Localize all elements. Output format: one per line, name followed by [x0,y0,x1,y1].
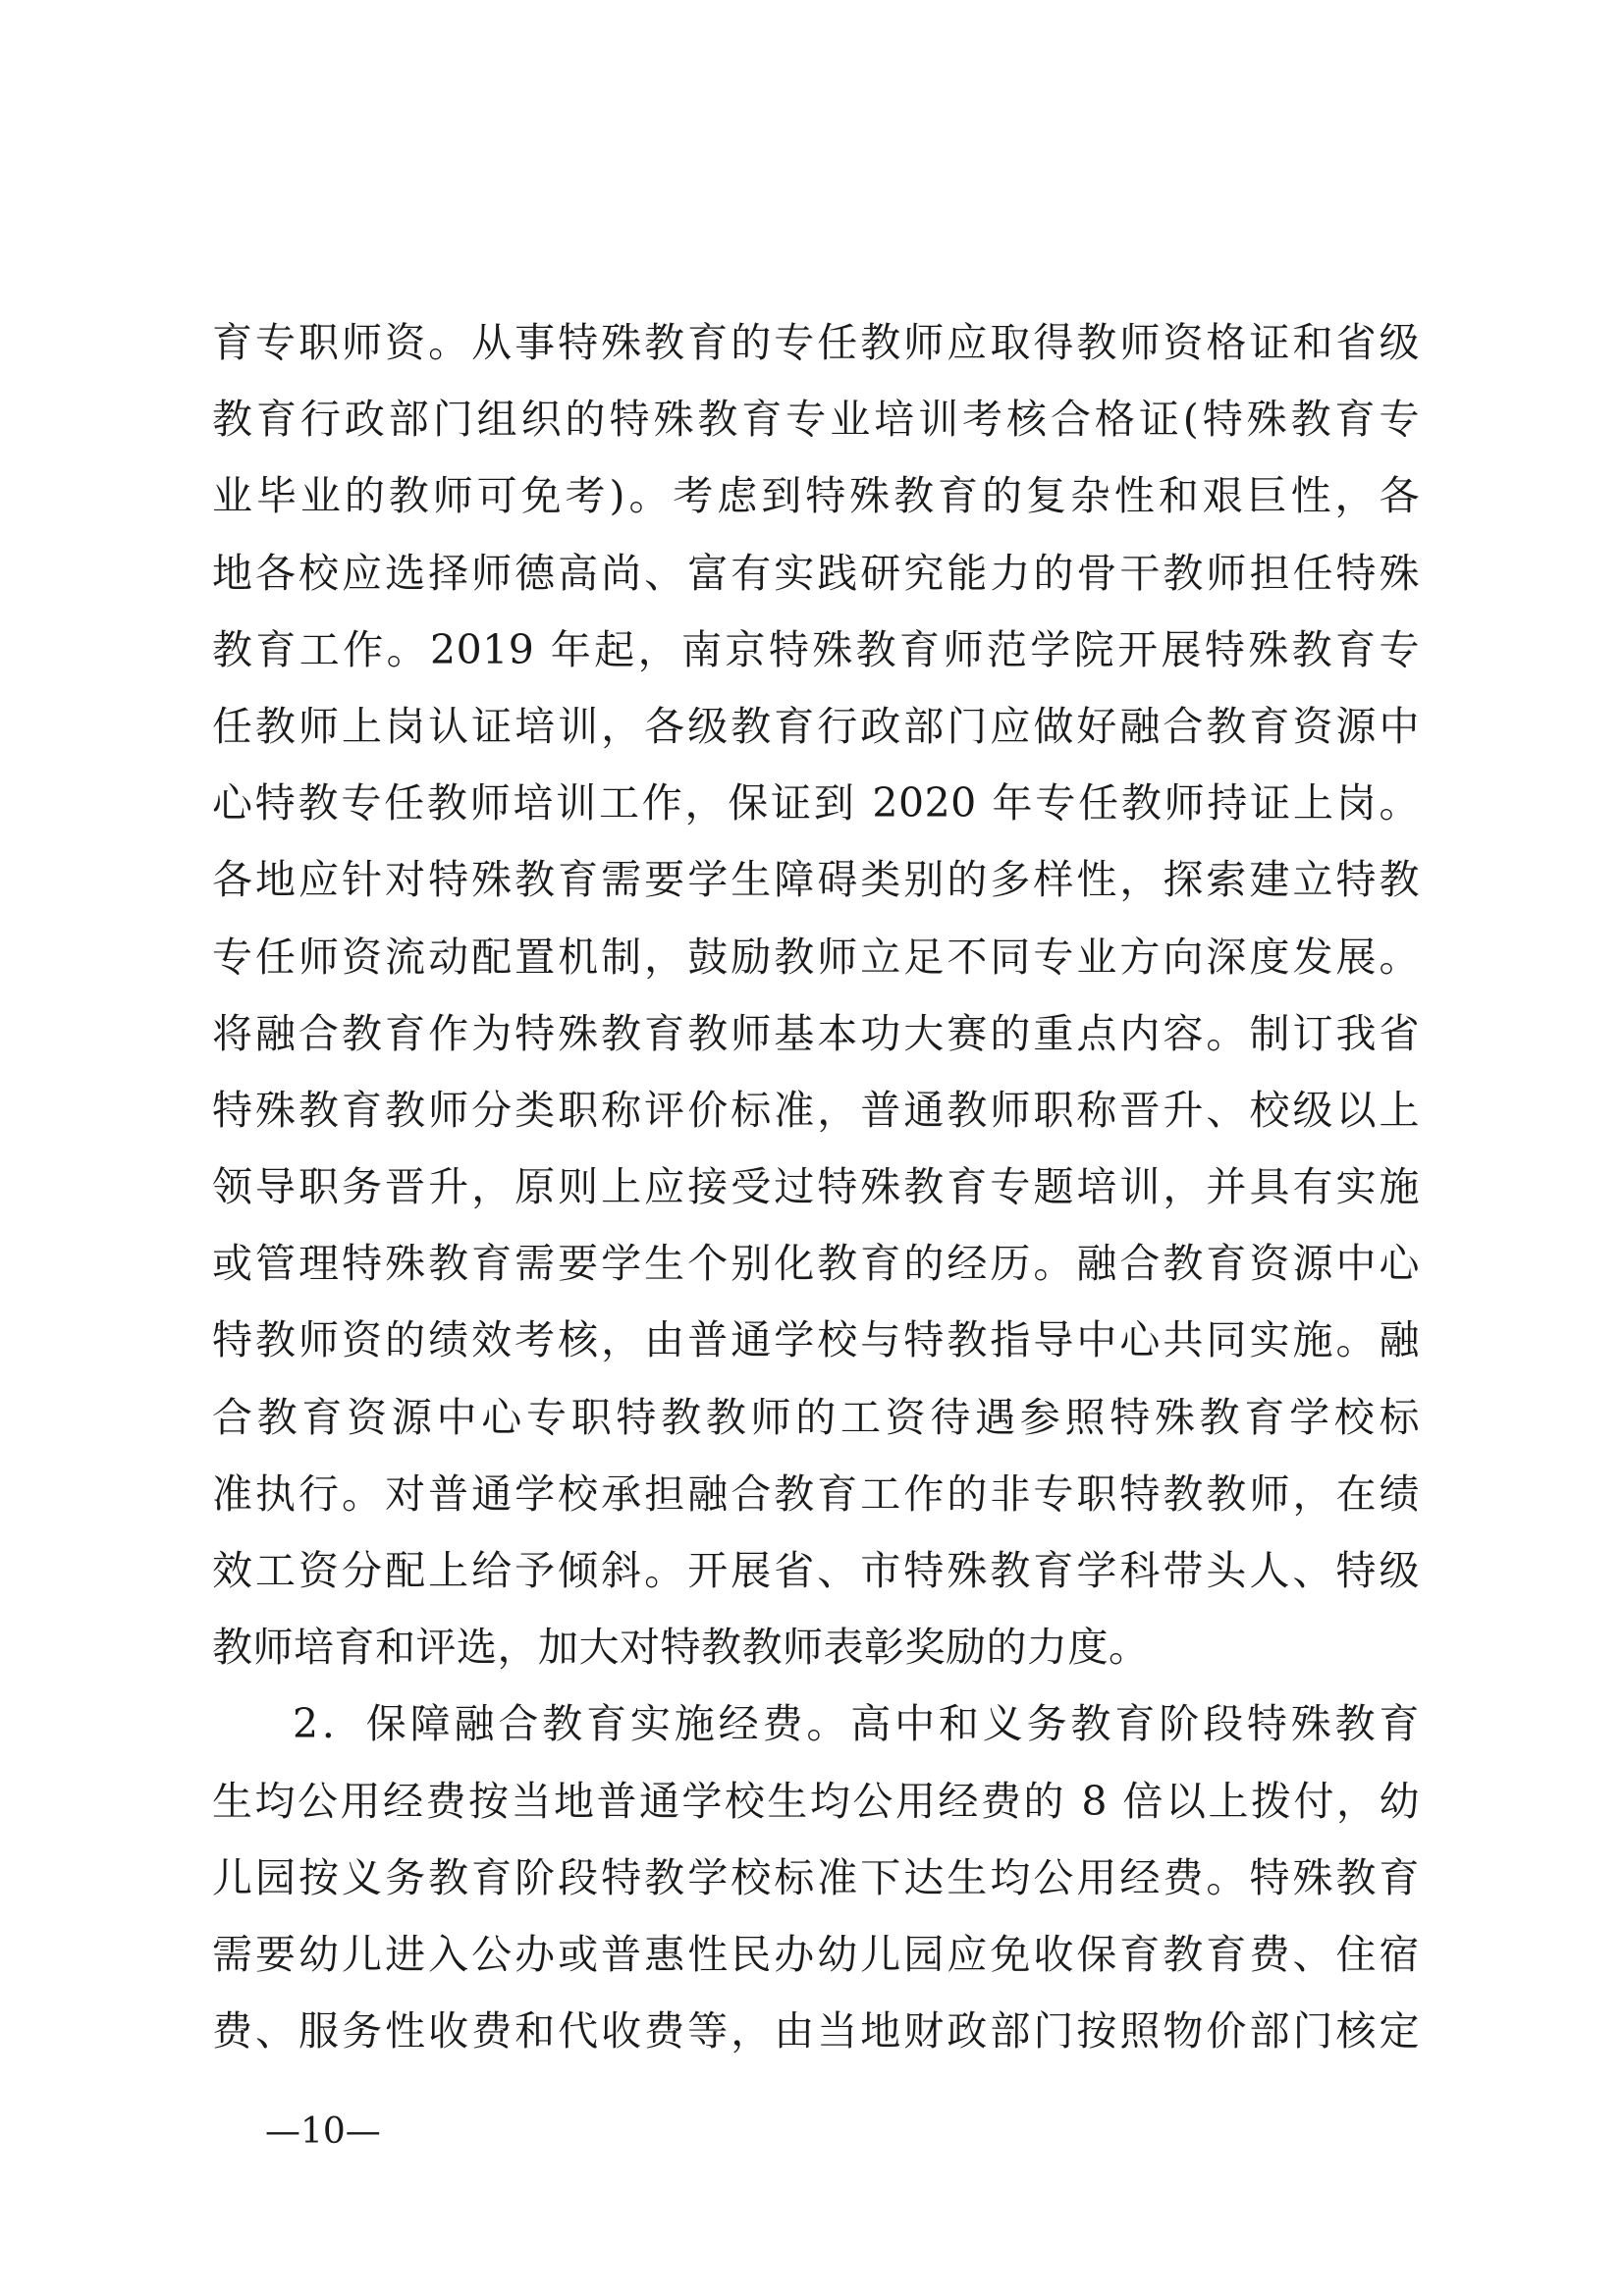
text-line: 专任师资流动配置机制，鼓励教师立足不同专业方向深度发展。 [212,933,1420,981]
text-line: 特殊教育教师分类职称评价标准，普通教师职称晋升、校级以上 [212,1086,1420,1134]
page-number: —10— [265,2111,381,2152]
text-line: 效工资分配上给予倾斜。开展省、市特殊教育学科带头人、特级 [212,1547,1420,1594]
text-line: 各地应针对特殊教育需要学生障碍类别的多样性，探索建立特教 [212,856,1420,904]
text-line: 或管理特殊教育需要学生个别化教育的经历。融合教育资源中心 [212,1240,1420,1288]
text-line: 育专职师资。从事特殊教育的专任教师应取得教师资格证和省级 [212,319,1420,366]
text-line: 特教师资的绩效考核，由普通学校与特教指导中心共同实施。融 [212,1316,1420,1364]
section-heading-line: 2．保障融合教育实施经费。高中和义务教育阶段特殊教育 [293,1700,1420,1748]
text-line: 教育工作。2019 年起，南京特殊教育师范学院开展特殊教育专 [212,625,1420,673]
text-line: 地各校应选择师德高尚、富有实践研究能力的骨干教师担任特殊 [212,549,1420,597]
paragraph-end-line: 教师培育和评选，加大对特教教师表彰奖励的力度。 [212,1624,1150,1672]
text-line: 将融合教育作为特殊教育教师基本功大赛的重点内容。制订我省 [212,1009,1420,1057]
text-line: 心特教专任教师培训工作，保证到 2020 年专任教师持证上岗。 [212,779,1420,828]
text-line: 业毕业的教师可免考)。考虑到特殊教育的复杂性和艰巨性，各 [212,472,1420,520]
text-line: 需要幼儿进入公办或普惠性民办幼儿园应免收保育教育费、住宿 [212,1930,1420,1978]
text-line: 生均公用经费按当地普通学校生均公用经费的 8 倍以上拨付，幼 [212,1777,1420,1825]
text-line: 准执行。对普通学校承担融合教育工作的非专职特教教师，在绩 [212,1469,1420,1518]
text-line: 儿园按义务教育阶段特教学校标准下达生均公用经费。特殊教育 [212,1853,1420,1901]
text-line: 领导职务晋升，原则上应接受过特殊教育专题培训，并具有实施 [212,1163,1420,1211]
text-line: 教育行政部门组织的特殊教育专业培训考核合格证(特殊教育专 [212,396,1420,444]
text-line: 费、服务性收费和代收费等，由当地财政部门按照物价部门核定 [212,2007,1420,2056]
text-line: 任教师上岗认证培训，各级教育行政部门应做好融合教育资源中 [212,702,1420,750]
text-line: 合教育资源中心专职特教教师的工资待遇参照特殊教育学校标 [212,1393,1420,1441]
body-text [212,304,1420,2069]
